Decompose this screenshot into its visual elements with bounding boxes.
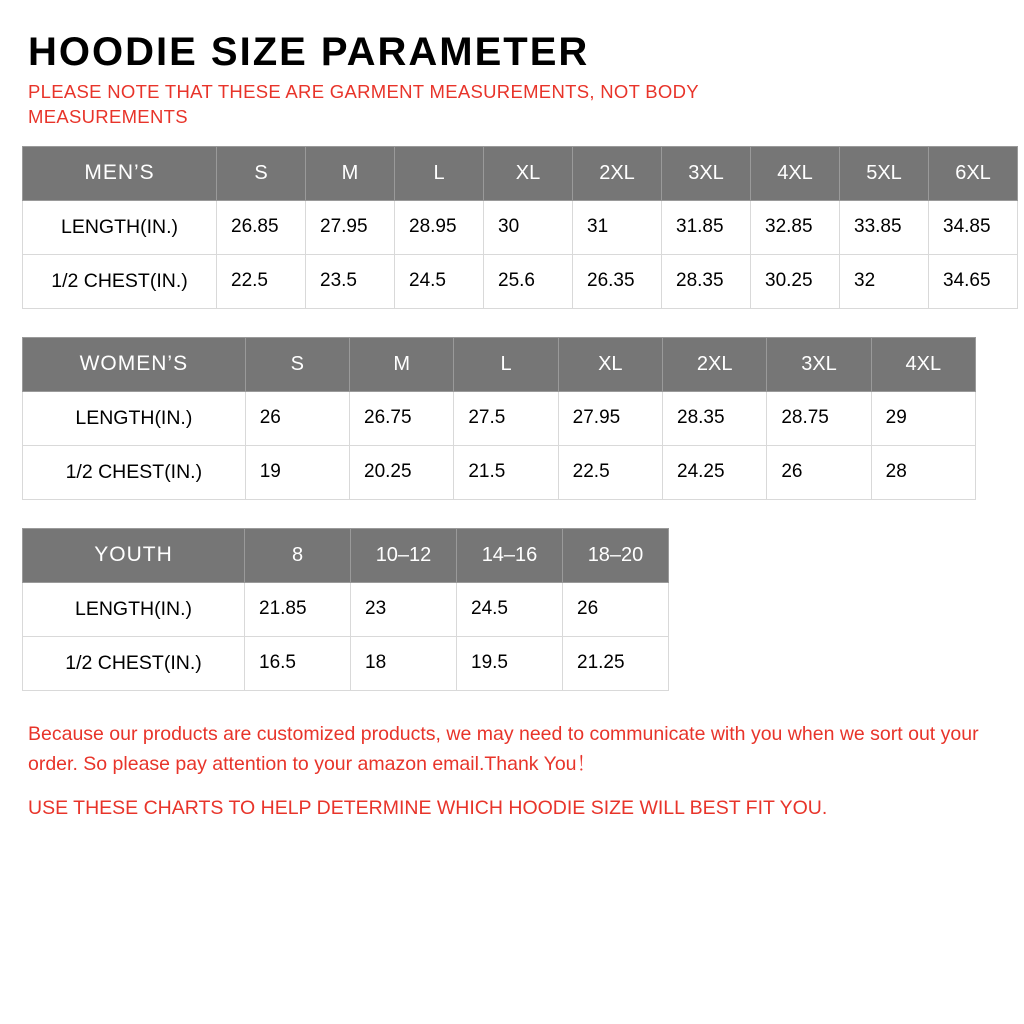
measurement-cell: 34.65 [929, 254, 1018, 308]
measurement-cell: 23.5 [306, 254, 395, 308]
size-header: S [245, 337, 349, 391]
measurement-cell: 24.25 [663, 445, 767, 499]
size-header: 5XL [840, 146, 929, 200]
measurement-cell: 28.35 [662, 254, 751, 308]
row-label: LENGTH(IN.) [23, 391, 246, 445]
measurement-cell: 26.35 [573, 254, 662, 308]
measurement-cell: 31.85 [662, 200, 751, 254]
measurement-note: PLEASE NOTE THAT THESE ARE GARMENT MEASUREMENTS, NOT BODY MEASUREMENTS [28, 81, 699, 127]
table-category-label: WOMEN’S [23, 337, 246, 391]
size-header: 2XL [663, 337, 767, 391]
measurement-cell: 16.5 [245, 636, 351, 690]
measurement-cell: 33.85 [840, 200, 929, 254]
size-header: L [395, 146, 484, 200]
measurement-cell: 32 [840, 254, 929, 308]
measurement-cell: 26 [767, 445, 871, 499]
measurement-cell: 23 [351, 582, 457, 636]
measurement-cell: 21.25 [563, 636, 669, 690]
measurement-cell: 28.75 [767, 391, 871, 445]
measurement-cell: 26.75 [350, 391, 454, 445]
page-title: HOODIE SIZE PARAMETER [28, 30, 590, 74]
table-header-row [23, 146, 1018, 200]
measurement-cell: 26.85 [217, 200, 306, 254]
measurement-cell: 19.5 [457, 636, 563, 690]
table-row [23, 200, 1018, 254]
footer-paragraph-usage: USE THESE CHARTS TO HELP DETERMINE WHICH HOODIE SIZE WILL BEST FIT YOU. [28, 797, 828, 820]
measurement-cell: 19 [245, 445, 349, 499]
size-header: L [454, 337, 558, 391]
measurement-cell: 32.85 [751, 200, 840, 254]
table-category-label: MEN’S [23, 146, 217, 200]
measurement-cell: 26 [245, 391, 349, 445]
measurement-cell: 20.25 [350, 445, 454, 499]
measurement-cell: 24.5 [457, 582, 563, 636]
size-header: M [306, 146, 395, 200]
footer-notes [28, 719, 988, 824]
size-header: 6XL [929, 146, 1018, 200]
row-label: LENGTH(IN.) [23, 582, 245, 636]
size-header: 10–12 [351, 528, 457, 582]
measurement-cell: 29 [871, 391, 975, 445]
size-header: XL [484, 146, 573, 200]
measurement-cell: 31 [573, 200, 662, 254]
size-header: XL [558, 337, 662, 391]
table-header-row [23, 528, 669, 582]
measurement-cell: 18 [351, 636, 457, 690]
measurement-cell: 34.85 [929, 200, 1018, 254]
size-header: 8 [245, 528, 351, 582]
size-header: 18–20 [563, 528, 669, 582]
row-label: LENGTH(IN.) [23, 200, 217, 254]
size-header: M [350, 337, 454, 391]
size-header: 4XL [751, 146, 840, 200]
measurement-cell: 22.5 [558, 445, 662, 499]
measurement-cell: 28.95 [395, 200, 484, 254]
womens-size-table [22, 337, 976, 500]
measurement-cell: 28.35 [663, 391, 767, 445]
size-header: 4XL [871, 337, 975, 391]
size-header: 3XL [767, 337, 871, 391]
table-category-label: YOUTH [23, 528, 245, 582]
size-header: 14–16 [457, 528, 563, 582]
table-row [23, 582, 669, 636]
measurement-cell: 21.85 [245, 582, 351, 636]
table-row [23, 445, 976, 499]
youth-size-table [22, 528, 669, 691]
table-row [23, 391, 976, 445]
measurement-cell: 28 [871, 445, 975, 499]
table-row [23, 254, 1018, 308]
size-header: S [217, 146, 306, 200]
measurement-cell: 27.5 [454, 391, 558, 445]
size-header: 3XL [662, 146, 751, 200]
measurement-cell: 24.5 [395, 254, 484, 308]
measurement-cell: 25.6 [484, 254, 573, 308]
footer-paragraph-communication: Because our products are customized products, we may need to communicate with you when we sort out your order. So please pay attention to your amazon email.Thank You！ [28, 722, 979, 776]
table-row [23, 636, 669, 690]
measurement-cell: 30.25 [751, 254, 840, 308]
row-label: 1/2 CHEST(IN.) [23, 254, 217, 308]
size-header: 2XL [573, 146, 662, 200]
mens-size-table [22, 146, 1018, 309]
row-label: 1/2 CHEST(IN.) [23, 445, 246, 499]
measurement-cell: 22.5 [217, 254, 306, 308]
measurement-cell: 30 [484, 200, 573, 254]
measurement-cell: 27.95 [558, 391, 662, 445]
table-header-row [23, 337, 976, 391]
measurement-cell: 26 [563, 582, 669, 636]
row-label: 1/2 CHEST(IN.) [23, 636, 245, 690]
measurement-cell: 21.5 [454, 445, 558, 499]
measurement-cell: 27.95 [306, 200, 395, 254]
